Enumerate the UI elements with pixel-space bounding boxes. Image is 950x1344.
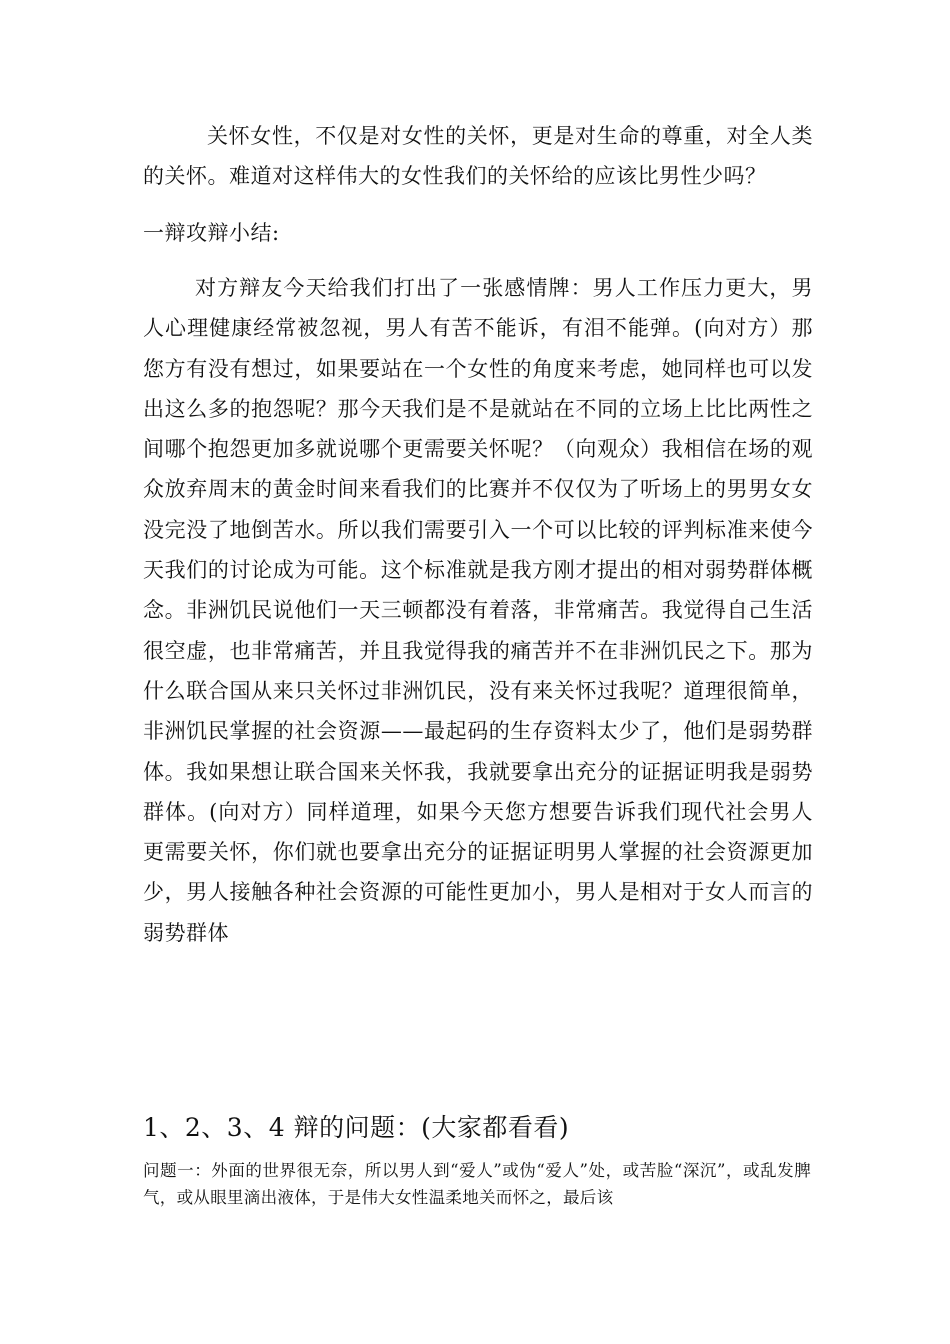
- paragraph-caring-for-women: 关怀女性，不仅是对女性的关怀，更是对生命的尊重，对全人类的关怀。难道对这样伟大的女性我们的关怀给的应该比男性少吗？: [143, 124, 813, 189]
- question-one-text: 问题一：外面的世界很无奈，所以男人到“爱人”或伪“爱人”处，或苦脸“深沉”，或乱发脾气，或从眼里滴出液体，于是伟大女性温柔地关而怀之，最后该: [143, 1161, 811, 1207]
- paragraph-summary-body: 对方辩友今天给我们打出了一张感情牌：男人工作压力更大，男人心理健康经常被忽视，男人有苦不能诉，有泪不能弹。(向对方）那您方有没有想过，如果要站在一个女性的角度来考虑，她同样也可以发出这么多的抱怨呢？那今天我们是不是就站在不同的立场上比比两性之间哪个抱怨更加多就说哪个更需要关怀呢？（向观众）我相信在场的观众放弃周末的黄金时间来看我们的比赛并不仅仅为了听场上的男男女女没完没了地倒苦水。所以我们需要引入一个可以比较的评判标准来使今天我们的讨论成为可能。这个标准就是我方刚才提出的相对弱势群体概念。非洲饥民说他们一天三顿都没有着落，非常痛苦。我觉得自己生活很空虚，也非常痛苦，并且我觉得我的痛苦并不在非洲饥民之下。那为什么联合国从来只关怀过非洲饥民，没有来关怀过我呢？道理很简单，非洲饥民掌握的社会资源——最起码的生存资料太少了，他们是弱势群体。我如果想让联合国来关怀我，我就要拿出充分的证据证明我是弱势群体。(向对方）同样道理，如果今天您方想要告诉我们现代社会男人更需要关怀，你们就也要拿出充分的证据证明男人掌握的社会资源更加少，男人接触各种社会资源的可能性更加小，男人是相对于女人而言的弱势群体: [143, 276, 813, 945]
- first-debater-summary-heading: 一辩攻辩小结:: [143, 221, 280, 245]
- section-heading-questions: 1、2、3、4 辩的问题：(大家都看看): [143, 1113, 570, 1142]
